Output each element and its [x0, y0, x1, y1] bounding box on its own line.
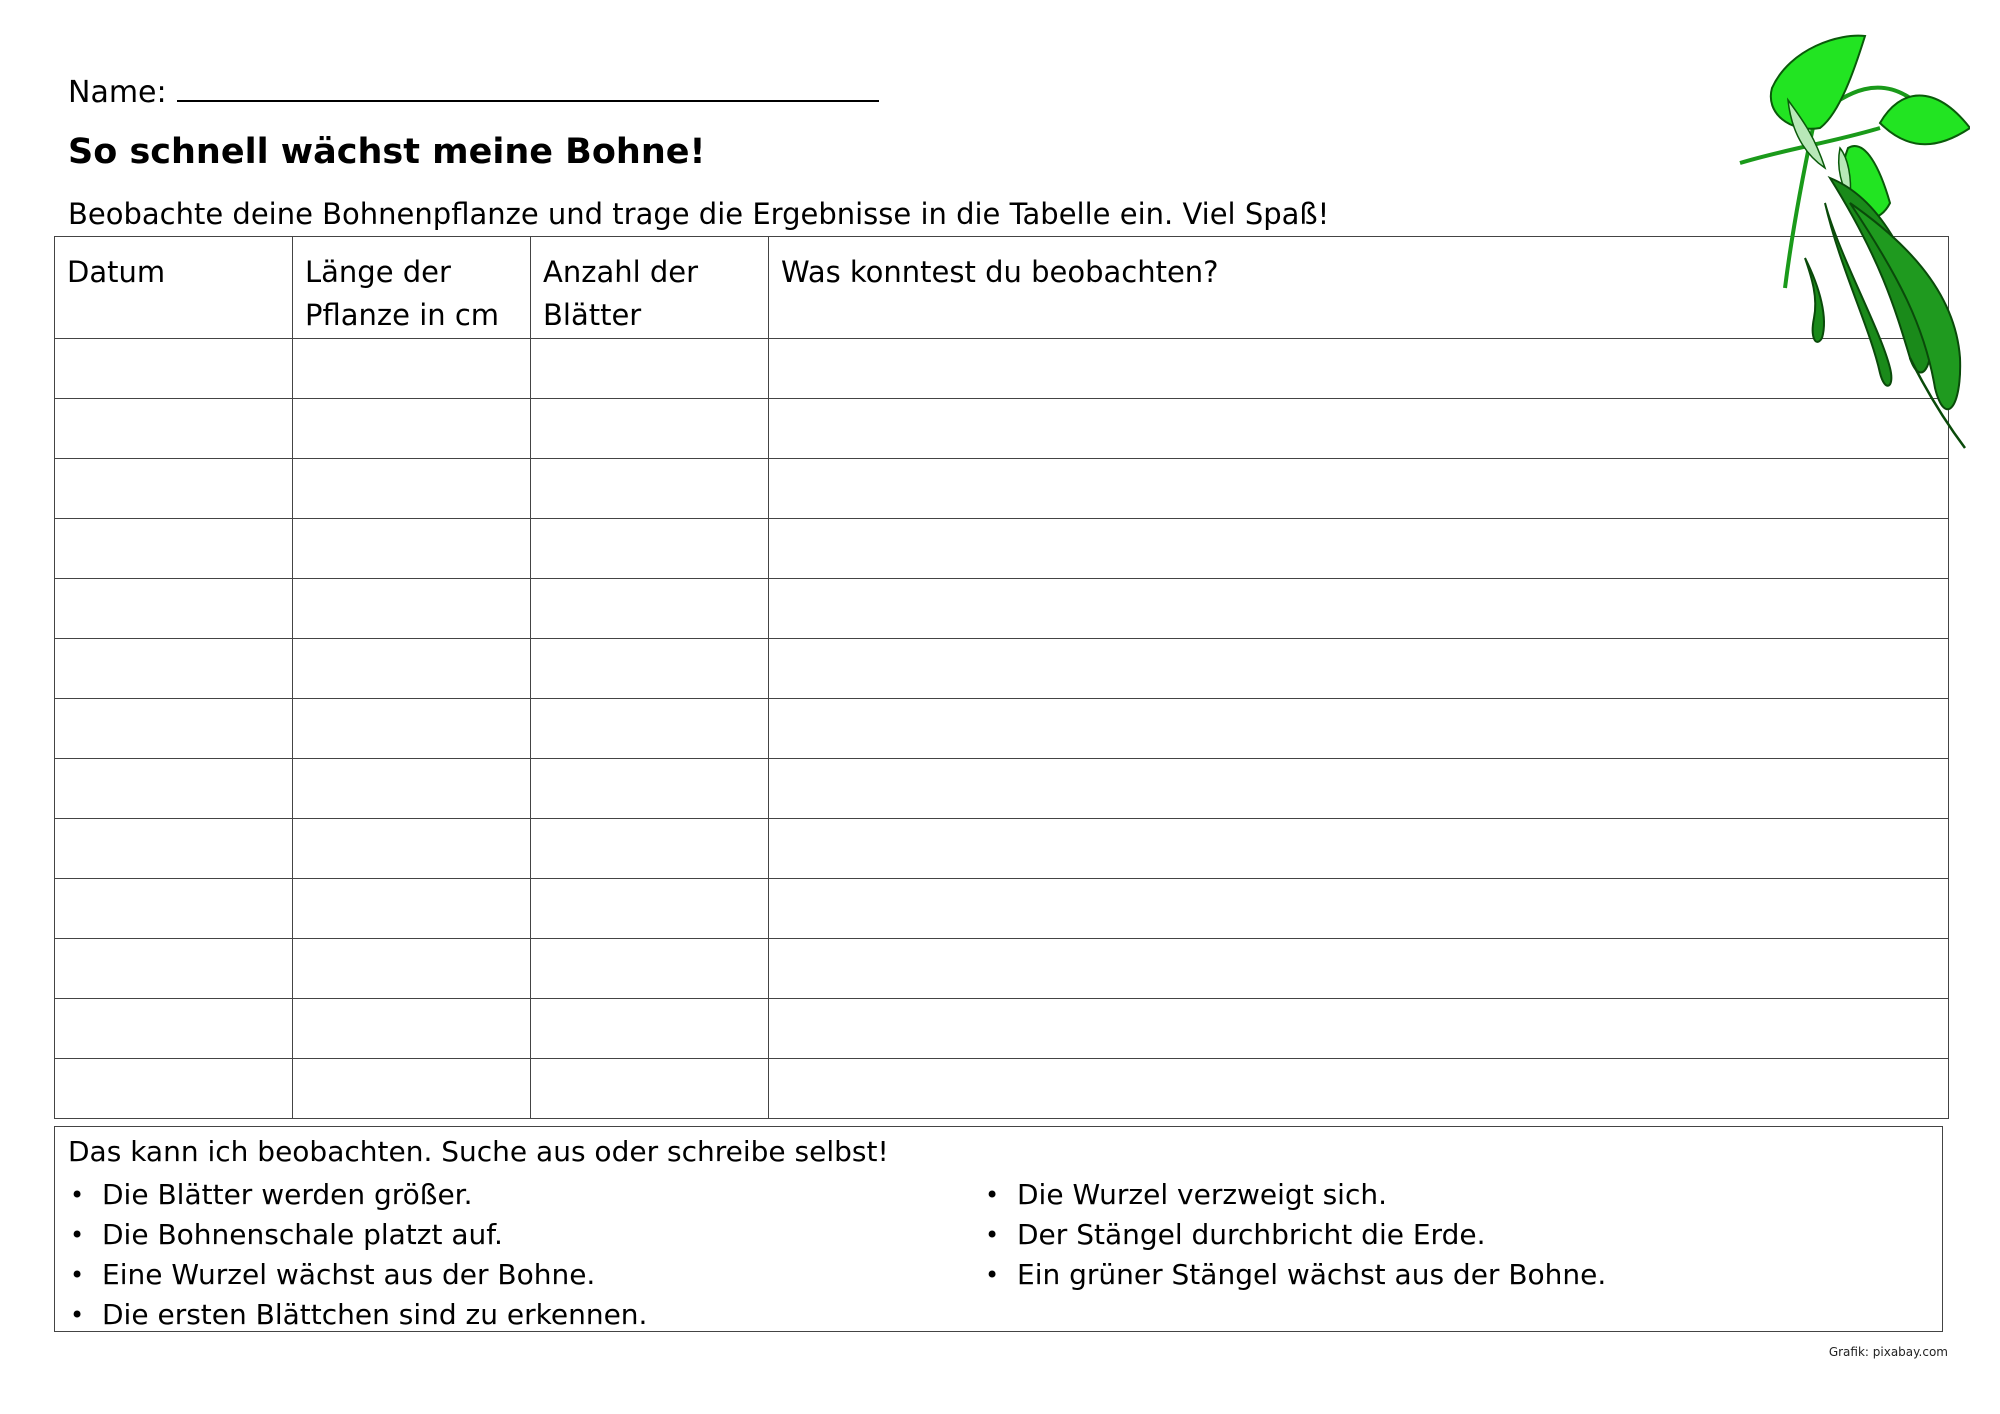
table-cell[interactable]: [769, 759, 1949, 819]
table-cell[interactable]: [531, 939, 769, 999]
table-row: [55, 1059, 1949, 1119]
table-cell[interactable]: [55, 579, 293, 639]
list-item-text: Ein grüner Stängel wächst aus der Bohne.: [1017, 1258, 1607, 1291]
table-cell[interactable]: [531, 1059, 769, 1119]
table-cell[interactable]: [531, 759, 769, 819]
observation-table: [54, 236, 1949, 1119]
table-cell[interactable]: [531, 699, 769, 759]
table-cell[interactable]: [293, 639, 531, 699]
table-row: [55, 639, 1949, 699]
table-cell[interactable]: [293, 459, 531, 519]
table-header-row: [55, 237, 1949, 339]
table-cell[interactable]: [769, 1059, 1949, 1119]
bullet-icon: •: [70, 1221, 85, 1249]
table-cell[interactable]: [293, 579, 531, 639]
list-item: [68, 1255, 647, 1295]
hints-list-left: [68, 1175, 647, 1335]
table-cell[interactable]: [55, 339, 293, 399]
list-item: [68, 1175, 647, 1215]
table-cell[interactable]: [55, 399, 293, 459]
table-cell[interactable]: [293, 1059, 531, 1119]
table-cell[interactable]: [531, 639, 769, 699]
name-blank-line[interactable]: [177, 70, 879, 102]
bullet-icon: •: [985, 1181, 1000, 1209]
table-cell[interactable]: [55, 459, 293, 519]
bullet-icon: •: [70, 1301, 85, 1329]
column-header-leaves: Anzahl der Blätter: [531, 237, 769, 339]
list-item-text: Die Blätter werden größer.: [102, 1178, 473, 1211]
name-label: Name:: [68, 75, 167, 110]
table-row: [55, 459, 1949, 519]
table-row: [55, 939, 1949, 999]
table-row: [55, 759, 1949, 819]
table-cell[interactable]: [769, 819, 1949, 879]
table-row: [55, 339, 1949, 399]
instruction-text: Beobachte deine Bohnenpflanze und trage die Ergebnisse in die Tabelle ein. Viel Spaß!: [68, 197, 1330, 231]
image-credit: Grafik: pixabay.com: [1828, 1345, 1948, 1359]
table-row: [55, 699, 1949, 759]
table-cell[interactable]: [769, 459, 1949, 519]
table-row: [55, 519, 1949, 579]
table-cell[interactable]: [55, 939, 293, 999]
table-row: [55, 399, 1949, 459]
list-item-text: Der Stängel durchbricht die Erde.: [1017, 1218, 1486, 1251]
table-cell[interactable]: [293, 819, 531, 879]
table-cell[interactable]: [531, 579, 769, 639]
column-header-observation: Was konntest du beobachten?: [769, 237, 1949, 339]
list-item: [68, 1295, 647, 1335]
hints-list-right: [983, 1175, 1606, 1295]
list-item: [983, 1215, 1606, 1255]
table-row: [55, 879, 1949, 939]
table-cell[interactable]: [531, 999, 769, 1059]
column-header-length: Länge der Pflanze in cm: [293, 237, 531, 339]
table-cell[interactable]: [769, 579, 1949, 639]
table-cell[interactable]: [293, 339, 531, 399]
list-item: [68, 1215, 647, 1255]
list-item-text: Die Bohnenschale platzt auf.: [102, 1218, 503, 1251]
table-cell[interactable]: [293, 519, 531, 579]
table-row: [55, 819, 1949, 879]
table-cell[interactable]: [769, 699, 1949, 759]
table-cell[interactable]: [769, 999, 1949, 1059]
table-cell[interactable]: [769, 879, 1949, 939]
table-cell[interactable]: [55, 999, 293, 1059]
table-cell[interactable]: [55, 759, 293, 819]
hints-box: [54, 1126, 1943, 1332]
table-cell[interactable]: [531, 339, 769, 399]
table-cell[interactable]: [293, 759, 531, 819]
bean-plant-icon: [1730, 28, 1970, 458]
table-row: [55, 579, 1949, 639]
table-cell[interactable]: [293, 999, 531, 1059]
table-cell[interactable]: [531, 519, 769, 579]
table-cell[interactable]: [293, 939, 531, 999]
table-cell[interactable]: [531, 459, 769, 519]
table-cell[interactable]: [55, 879, 293, 939]
table-cell[interactable]: [55, 819, 293, 879]
name-field[interactable]: [68, 70, 879, 110]
table-cell[interactable]: [55, 639, 293, 699]
list-item-text: Eine Wurzel wächst aus der Bohne.: [102, 1258, 596, 1291]
table-row: [55, 999, 1949, 1059]
list-item: [983, 1255, 1606, 1295]
table-cell[interactable]: [531, 399, 769, 459]
table-cell[interactable]: [769, 519, 1949, 579]
list-item-text: Die ersten Blättchen sind zu erkennen.: [102, 1298, 648, 1331]
list-item-text: Die Wurzel verzweigt sich.: [1017, 1178, 1387, 1211]
bullet-icon: •: [985, 1261, 1000, 1289]
hints-title: Das kann ich beobachten. Suche aus oder schreibe selbst!: [68, 1135, 889, 1168]
table-cell[interactable]: [769, 639, 1949, 699]
table-cell[interactable]: [531, 879, 769, 939]
list-item: [983, 1175, 1606, 1215]
table-cell[interactable]: [293, 699, 531, 759]
table-cell[interactable]: [293, 399, 531, 459]
table-cell[interactable]: [531, 819, 769, 879]
bullet-icon: •: [70, 1261, 85, 1289]
table-cell[interactable]: [293, 879, 531, 939]
bullet-icon: •: [70, 1181, 85, 1209]
page-title: So schnell wächst meine Bohne!: [68, 132, 706, 172]
table-cell[interactable]: [55, 1059, 293, 1119]
table-cell[interactable]: [55, 699, 293, 759]
bullet-icon: •: [985, 1221, 1000, 1249]
table-body: [55, 339, 1949, 1119]
column-header-date: Datum: [55, 237, 293, 339]
table-cell[interactable]: [55, 519, 293, 579]
table-cell[interactable]: [769, 939, 1949, 999]
